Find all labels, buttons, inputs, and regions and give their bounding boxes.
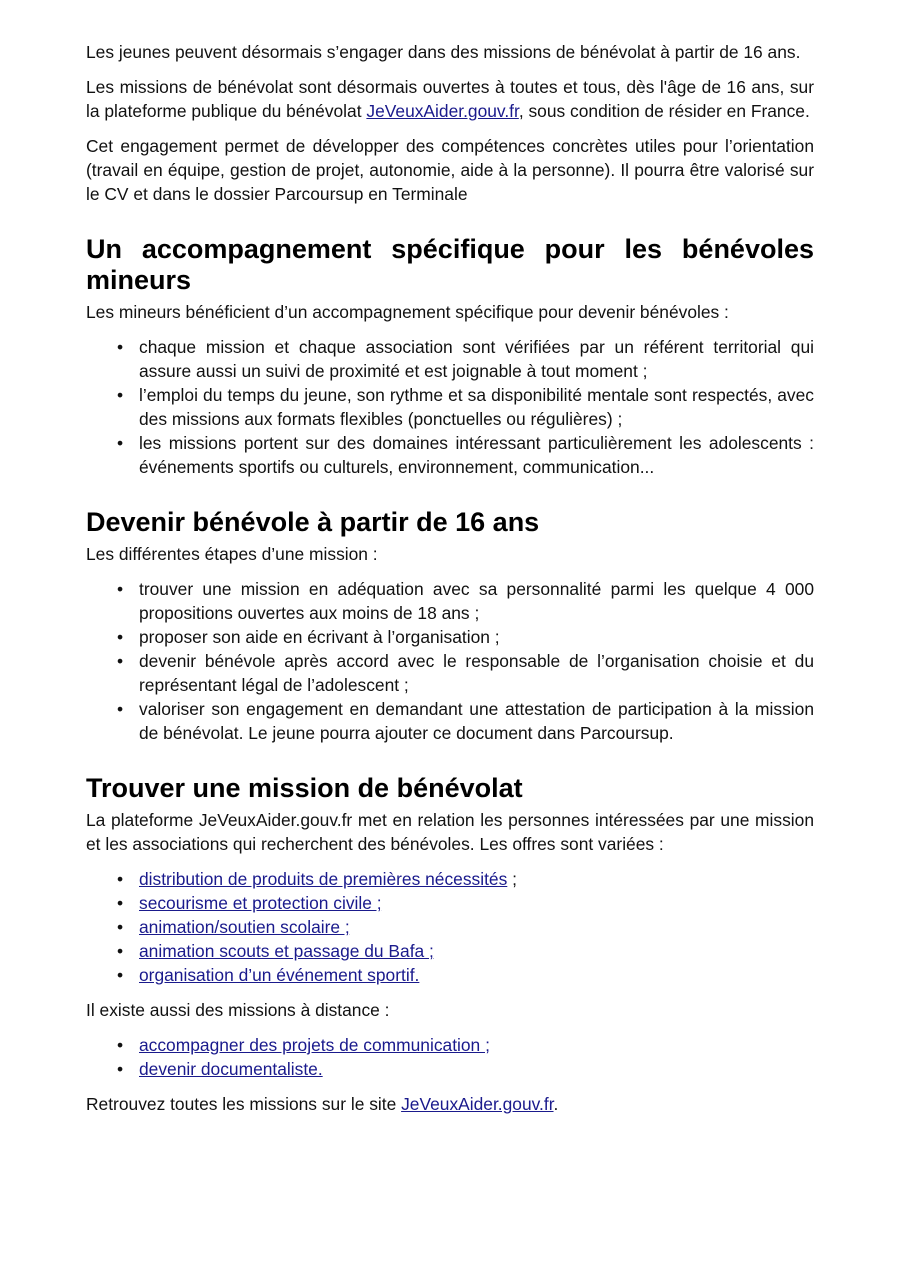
section2-list (86, 577, 814, 745)
list-item (86, 1057, 814, 1081)
outro-paragraph (86, 1092, 814, 1116)
offer-suffix: ; (507, 869, 517, 889)
offer-link-evenement-sportif[interactable]: organisation d’un événement sportif. (139, 965, 420, 985)
list-item (86, 915, 814, 939)
intro-paragraph-1: Les jeunes peuvent désormais s’engager dans des missions de bénévolat à partir de 16 ans. (86, 42, 801, 62)
section-heading-devenir: Devenir bénévole à partir de 16 ans (86, 507, 540, 537)
section2-intro: Les différentes étapes d’une mission : (86, 544, 378, 564)
list-item (86, 1033, 814, 1057)
list-item: • les missions portent sur des domaines intéressant particulièrement les adolescents : événements sportifs ou culturels, environnement, communication... (86, 431, 814, 479)
offers-list (86, 867, 814, 987)
intro-paragraph-3: Cet engagement permet de développer des compétences concrètes utiles pour l’orientation (travail en équipe, gestion de projet, autonomie, aide à la personne). Il pourra être valorisé sur le CV et dans le dossier Parcoursup en Terminale (86, 136, 814, 204)
list-item: • trouver une mission en adéquation avec sa personnalité parmi les quelque 4 000 propositions ouvertes aux moins de 18 ans ; (86, 577, 814, 625)
section1-list (86, 335, 814, 479)
list-item: • proposer son aide en écrivant à l’organisation ; (86, 625, 814, 649)
section-heading-trouver: Trouver une mission de bénévolat (86, 773, 523, 803)
list-item: • l’emploi du temps du jeune, son rythme et sa disponibilité mentale sont respectés, avec des missions aux formats flexibles (ponctuelles ou régulières) ; (86, 383, 814, 431)
offer-link-soutien-scolaire[interactable]: animation/soutien scolaire ; (139, 917, 350, 937)
offer-link-distribution[interactable]: distribution de produits de premières nécessités (139, 869, 508, 889)
list-item: • valoriser son engagement en demandant une attestation de participation à la mission de bénévolat. Le jeune pourra ajouter ce document dans Parcoursup. (86, 697, 814, 745)
list-item (86, 891, 814, 915)
list-item: • devenir bénévole après accord avec le responsable de l’organisation choisie et du représentant légal de l’adolescent ; (86, 649, 814, 697)
remote-link-communication[interactable]: accompagner des projets de communication ; (139, 1035, 490, 1055)
offer-link-secourisme[interactable]: secourisme et protection civile ; (139, 893, 382, 913)
outro-text-end: . (553, 1094, 559, 1114)
jeveuxaider-link[interactable]: JeVeuxAider.gouv.fr (366, 101, 519, 121)
document-page (86, 40, 814, 1127)
list-item (86, 963, 814, 987)
section3-intro: La plateforme JeVeuxAider.gouv.fr met en relation les personnes intéressées par une mission et les associations qui recherchent des bénévoles. Les offres sont variées : (86, 810, 814, 854)
section1-intro: Les mineurs bénéficient d’un accompagnement spécifique pour devenir bénévoles : (86, 302, 729, 322)
remote-intro: Il existe aussi des missions à distance : (86, 1000, 390, 1020)
intro-p2-text-end: , sous condition de résider en France. (518, 101, 810, 121)
intro-p2-text: Les missions de bénévolat sont désormais ouvertes à toutes et tous, dès l'âge de 16 ans, sur la plateforme publique du bénévolat (86, 77, 814, 121)
list-item (86, 867, 814, 891)
outro-text: Retrouvez toutes les missions sur le site (86, 1094, 402, 1114)
intro-paragraph-2 (86, 75, 814, 123)
remote-link-documentaliste[interactable]: devenir documentaliste. (139, 1059, 323, 1079)
list-item: • chaque mission et chaque association sont vérifiées par un référent territorial qui assure aussi un suivi de proximité et est joignable à tout moment ; (86, 335, 814, 383)
jeveuxaider-site-link[interactable]: JeVeuxAider.gouv.fr (401, 1094, 554, 1114)
offer-link-scouts-bafa[interactable]: animation scouts et passage du Bafa ; (139, 941, 434, 961)
remote-list (86, 1033, 814, 1081)
list-item (86, 939, 814, 963)
section-heading-accompagnement: Un accompagnement spécifique pour les bénévoles mineurs (86, 234, 814, 295)
